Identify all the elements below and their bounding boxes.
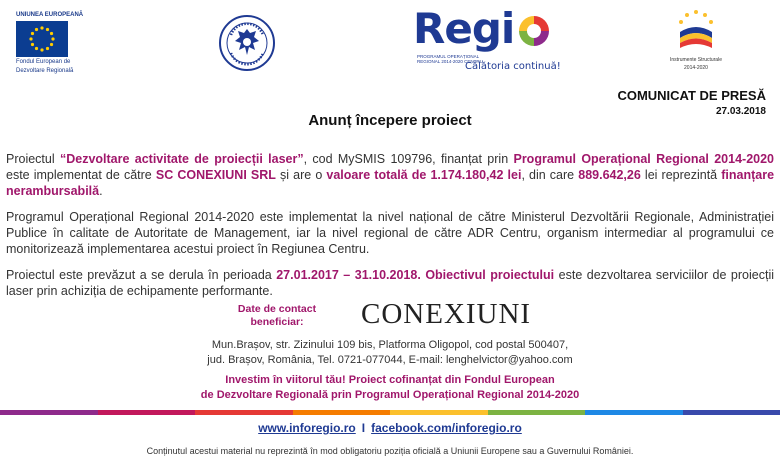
eu-star-icon	[40, 26, 43, 29]
cofinancing-statement	[0, 373, 780, 403]
contact-label-1: Date de contact	[237, 303, 317, 315]
disclaimer: Conținutul acestui material nu reprezintă în mod obligatoriu poziția oficială a Uniunii Europene sau a Guvernului României.	[146, 446, 634, 456]
stripe-segment	[390, 410, 488, 415]
paragraph-3	[6, 267, 774, 299]
program-name: Programul Operațional Regional 2014-2020	[513, 152, 775, 166]
press-date: 27.03.2018	[715, 106, 766, 117]
stripe-segment	[293, 410, 391, 415]
link-separator: I	[361, 421, 366, 435]
stripe-segment	[98, 410, 196, 415]
is-caption-2: 2014-2020	[684, 65, 708, 71]
guvernul-romaniei-seal-icon	[219, 15, 275, 71]
regio-o-wheel-icon	[517, 14, 551, 48]
contact-address	[0, 338, 780, 368]
logo-bar	[0, 0, 780, 80]
regio-tagline: Călătoria continuă!	[465, 61, 561, 72]
paragraph-2: Programul Operațional Regional 2014-2020 este implementat la nivel național de către Ministerul Dezvoltării Regionale, Administrației Publice în calitate de Autoritate de Management, iar la nivel regional de către ADR Centru, organism intermediar al programului ce monitorizează implementarea acestui proiect în Regiunea Centru.	[6, 210, 774, 256]
regio-word: Regi	[413, 4, 515, 53]
eu-logo	[16, 12, 86, 75]
regio-logo	[413, 4, 563, 74]
contact-label-2: beneficiar:	[250, 316, 304, 328]
instrumente-structurale-logo	[660, 8, 732, 72]
project-objective-label: Obiectivul proiectului	[425, 268, 555, 282]
eu-star-icon	[50, 32, 53, 35]
color-stripe	[0, 410, 780, 415]
p1-text-3: este implementat de către	[6, 168, 156, 182]
p1-text-2: , cod MySMIS 109796, finanțat prin	[303, 152, 514, 166]
contact-label	[222, 303, 332, 329]
total-value: valoare totală de 1.174.180,42 lei	[326, 168, 522, 182]
p3-text-1: Proiectul este prevăzut a se derula în perioada	[6, 268, 277, 282]
grant-label: finanțare nerambursabilă	[6, 168, 775, 198]
eu-star-icon	[29, 37, 32, 40]
project-title: “Dezvoltare activitate de proiecții laser”	[59, 152, 304, 166]
eu-star-icon	[51, 37, 54, 40]
stripe-segment	[488, 410, 586, 415]
p1-text-7: .	[99, 184, 103, 198]
footer-links	[0, 421, 780, 435]
eu-star-icon	[46, 47, 49, 50]
is-caption-1: Instrumente Structurale	[670, 57, 722, 63]
regio-subtitle: PROGRAMUL OPERAȚIONAL REGIONAL 2014-2020 CENTRU	[417, 54, 483, 64]
p1-text-5: , din care	[521, 168, 579, 182]
eu-star-icon	[31, 43, 34, 46]
page-title: Anunț începere proiect	[308, 112, 472, 129]
beneficiary-name: SC CONEXIUNI SRL	[155, 168, 276, 182]
facebook-link[interactable]: facebook.com/inforegio.ro	[371, 421, 522, 435]
cofinancing-line-2: de Dezvoltare Regională prin Programul Operațional Regional 2014-2020	[200, 389, 580, 401]
stripe-segment	[683, 410, 780, 415]
eu-caption-1: Fondul European de	[16, 59, 71, 65]
address-line-2: jud. Brașov, România, Tel. 0721-077044, E-mail: lenghelvictor@yahoo.com	[207, 354, 573, 366]
eu-star-icon	[40, 48, 43, 51]
project-period: 27.01.2017 – 31.10.2018.	[276, 268, 421, 282]
address-line-1: Mun.Brașov, str. Zizinului 109 bis, Platforma Oligopol, cod postal 500407,	[211, 339, 569, 351]
eu-star-icon	[46, 28, 49, 31]
stripe-segment	[195, 410, 293, 415]
p1-text-6: lei reprezintă	[640, 168, 722, 182]
eu-star-icon	[50, 43, 53, 46]
grant-value: 889.642,26	[578, 168, 641, 182]
eu-caption-2: Dezvoltare Regională	[16, 68, 74, 74]
eu-star-icon	[31, 32, 34, 35]
cofinancing-line-1: Investim în viitorul tău! Proiect cofinanțat din Fondul European	[225, 374, 555, 386]
p1-text-4: și are o	[275, 168, 327, 182]
p1-text-1: Proiectul	[6, 152, 60, 166]
company-logo-text: CONEXIUNI	[361, 298, 532, 330]
stripe-segment	[0, 410, 98, 415]
inforegio-link[interactable]: www.inforegio.ro	[258, 421, 356, 435]
paragraph-1	[6, 151, 774, 199]
eu-flag-icon	[16, 21, 68, 57]
stripe-segment	[585, 410, 683, 415]
eu-star-icon	[35, 28, 38, 31]
eu-star-icon	[35, 47, 38, 50]
instrumente-structurale-icon	[672, 8, 720, 50]
p3-text-3: este dezvoltarea serviciilor de proiecții laser prin achiziția de echipamente performante.	[6, 268, 775, 298]
eu-title: UNIUNEA EUROPEANĂ	[16, 12, 84, 18]
press-title: COMUNICAT DE PRESĂ	[617, 88, 766, 103]
